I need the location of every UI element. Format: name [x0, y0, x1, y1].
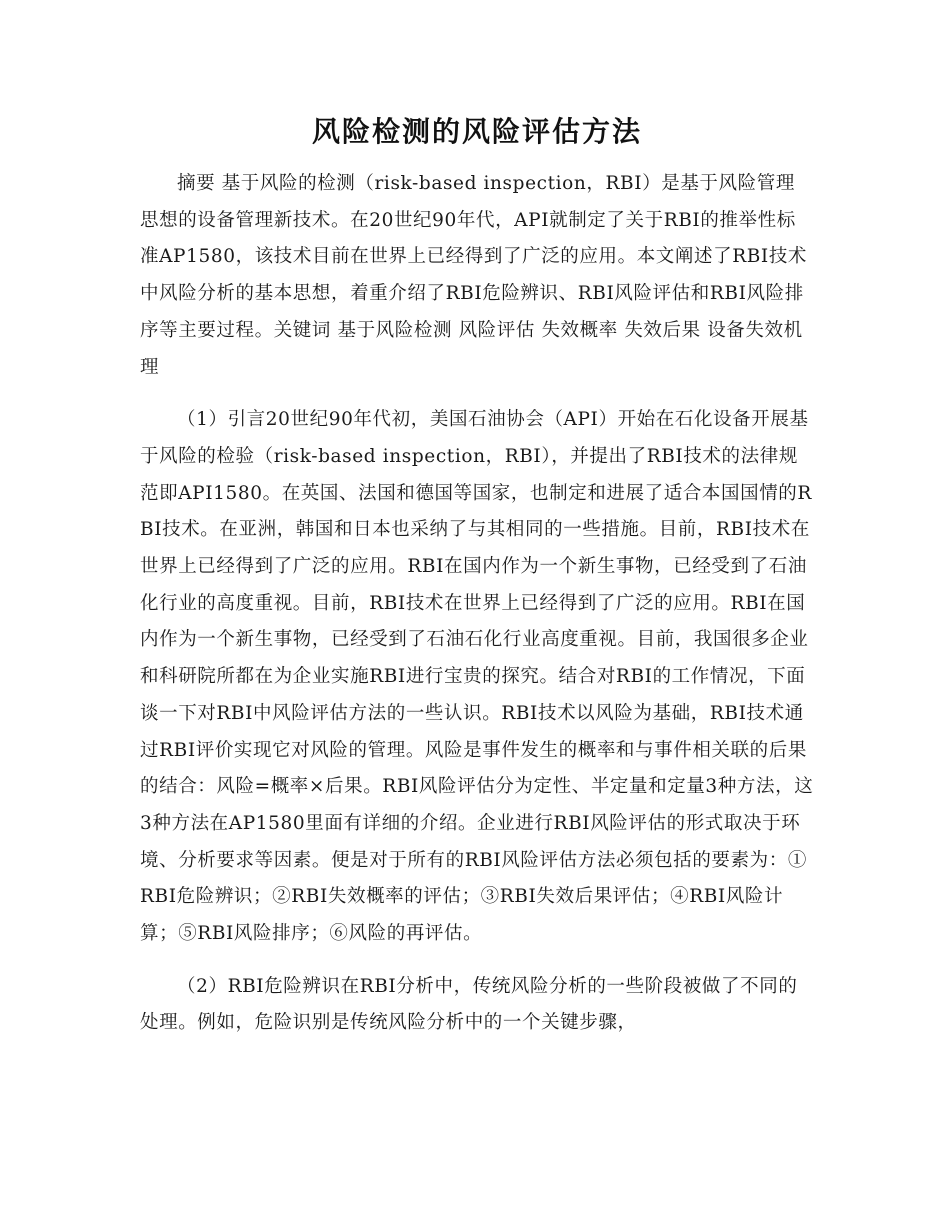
- hazard-identification-paragraph: （2）RBI危险辨识在RBI分析中，传统风险分析的一些阶段被做了不同的处理。例如，危险识别是传统风险分析中的一个关键步骤，: [140, 975, 798, 1034]
- document-title: 风险检测的风险评估方法: [311, 115, 642, 148]
- abstract-paragraph: 摘要 基于风险的检测（risk-based inspection，RBI）是基于风险管理思想的设备管理新技术。在20世纪90年代，API就制定了关于RBI的推举性标准AP1580，该技术目前在世界上已经得到了广泛的应用。本文阐述了RBI技术中风险分析的基本思想，着重介绍了RBI危险辨识、RBI风险评估和RBI风险排序等主要过程。关键词 基于风险检测 风险评估 失效概率 失效后果 设备失效机理: [140, 173, 808, 378]
- introduction-paragraph: （1）引言20世纪90年代初，美国石油协会（API）开始在石化设备开展基于风险的检验（risk-based inspection，RBI），并提出了RBI技术的法律规范即API1580。在英国、法国和德国等国家，也制定和进展了适合本国国情的RBI技术。在亚洲，韩国和日本也采纳了与其相同的一些措施。目前，RBI技术在世界上已经得到了广泛的应用。RBI在国内作为一个新生事物，已经受到了石油化行业的高度重视。目前，RBI技术在世界上已经得到了广泛的应用。RBI在国内作为一个新生事物，已经受到了石油石化行业高度重视。目前，我国很多企业和科研院所都在为企业实施RBI进行宝贵的探究。结合对RBI的工作情况，下面谈一下对RBI中风险评估方法的一些认识。RBI技术以风险为基础，RBI技术通过RBI评价实现它对风险的管理。风险是事件发生的概率和与事件相关联的后果的结合：风险=概率×后果。RBI风险评估分为定性、半定量和定量3种方法，这3种方法在AP1580里面有详细的介绍。企业进行RBI风险评估的形式取决于环境、分析要求等因素。便是对于所有的RBI风险评估方法必须包括的要素为：①RBI危险辨识；②RBI失效概率的评估；③RBI失效后果评估；④RBI风险计算；⑤RBI风险排序；⑥风险的再评估。: [140, 409, 814, 945]
